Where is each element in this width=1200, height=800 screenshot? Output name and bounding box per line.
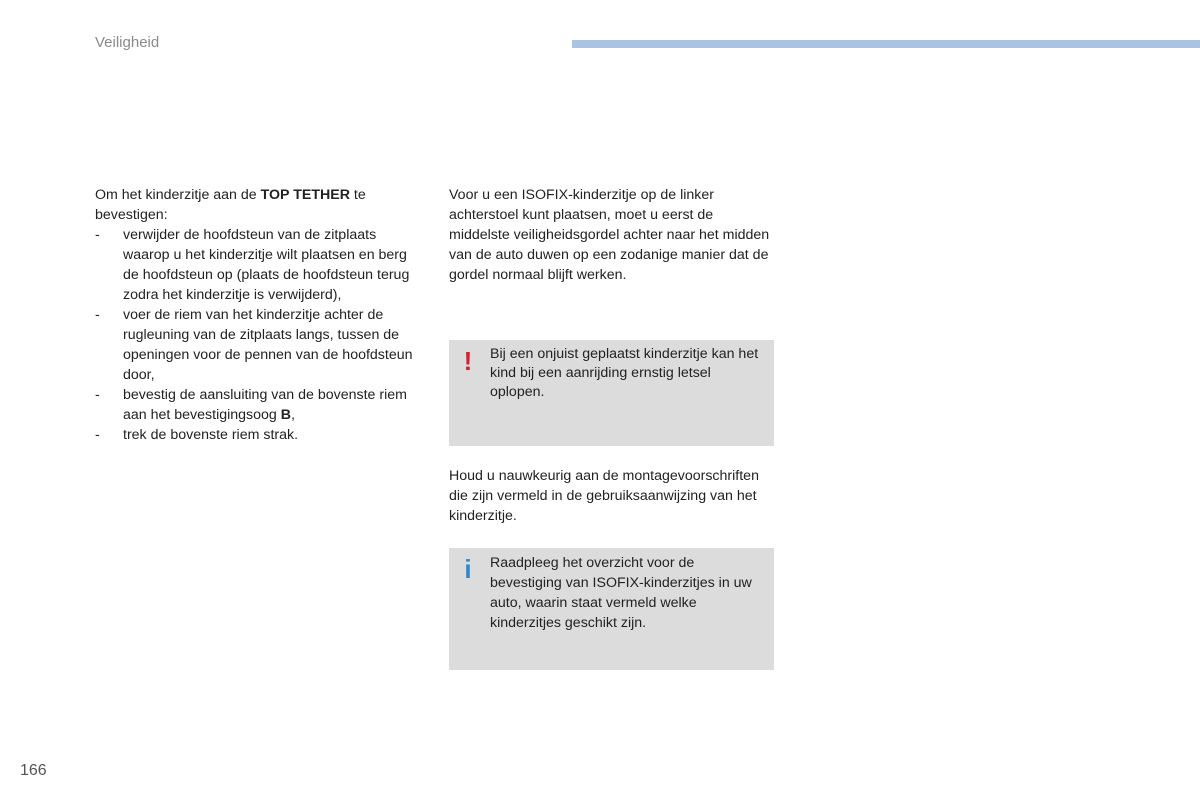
warning-note: [449, 340, 774, 446]
warning-icon: !: [463, 346, 473, 376]
right-column: [449, 185, 774, 285]
anchor-label-b: B: [280, 407, 292, 423]
info-text: Raadpleeg het overzicht voor de bevestiging van ISOFIX-kinderzitjes in uw auto, waarin staat vermeld welke kinderzitjes geschikt zijn.: [490, 555, 752, 631]
step-text-after: ,: [291, 407, 295, 423]
step-dash: -: [95, 307, 100, 323]
info-note: [449, 548, 774, 670]
top-tether-term: TOP TETHER: [260, 187, 350, 203]
step-item: [95, 425, 425, 445]
page-number: 166: [20, 762, 47, 779]
steps-list: [95, 225, 425, 445]
info-icon: i: [464, 554, 472, 584]
step-item: [95, 225, 425, 305]
warning-text: Bij een onjuist geplaatst kinderzitje kan het kind bij een aanrijding ernstig letsel oplopen.: [490, 346, 759, 400]
step-text: voer de riem van het kinderzitje achter de rugleuning van de zitplaats langs, tussen de openingen voor de pennen van de hoofdsteun door,: [123, 307, 413, 383]
intro-text-before: Om het kinderzitje aan de: [95, 187, 261, 203]
step-text: verwijder de hoofdsteun van de zitplaats waarop u het kinderzitje wilt plaatsen en berg de hoofdsteun op (plaats de hoofdsteun terug zodra het kinderzitje is verwijderd),: [123, 227, 410, 303]
intro-paragraph: [95, 185, 425, 225]
header-accent-bar: [572, 40, 1200, 48]
step-dash: -: [95, 227, 100, 243]
intro-text-after: te bevestigen:: [95, 187, 366, 223]
left-column: [95, 185, 425, 445]
step-dash: -: [95, 427, 100, 443]
section-title: Veiligheid: [95, 34, 160, 51]
step-text: trek de bovenste riem strak.: [123, 427, 299, 443]
step-dash: -: [95, 387, 100, 403]
step-item: [95, 385, 425, 425]
instructions-paragraph: Houd u nauwkeurig aan de montagevoorschriften die zijn vermeld in de gebruiksaanwijzing van het kinderzitje.: [449, 468, 759, 524]
isofix-paragraph: Voor u een ISOFIX-kinderzitje op de linker achterstoel kunt plaatsen, moet u eerst de middelste veiligheidsgordel achter naar het midden van de auto duwen op een zodanige manier dat de gordel normaal blijft werken.: [449, 187, 770, 283]
step-item: [95, 305, 425, 385]
step-text-before: bevestig de aansluiting van de bovenste riem aan het bevestigingsoog: [123, 387, 407, 423]
